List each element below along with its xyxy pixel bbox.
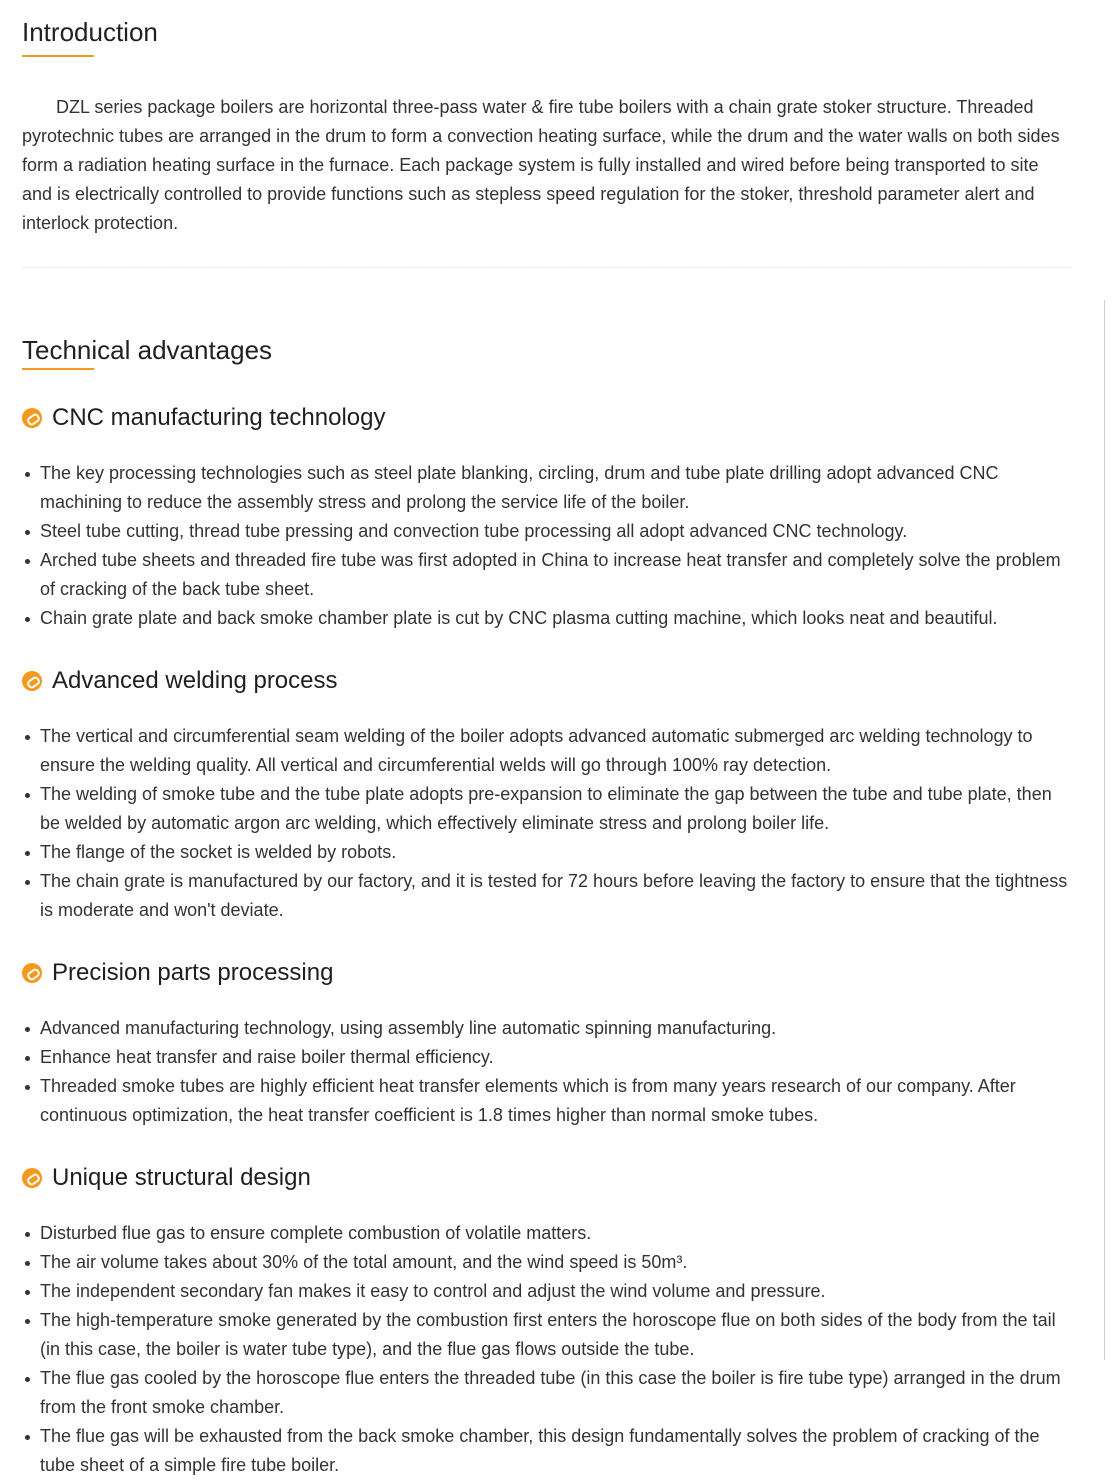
orange-circle-link-icon: [22, 963, 42, 983]
orange-circle-link-icon: [22, 408, 42, 428]
section-precision-list: [22, 1014, 1070, 1130]
list-item: Arched tube sheets and threaded fire tube was first adopted in China to increase heat transfer and completely solve the problem of cracking of the back tube sheet.: [22, 546, 1070, 604]
list-item: The vertical and circumferential seam welding of the boiler adopts advanced automatic submerged arc welding technology to ensure the welding quality. All vertical and circumferential welds will go through 100% ray detection.: [22, 722, 1070, 780]
intro-heading: Introduction: [22, 17, 158, 47]
list-item: Enhance heat transfer and raise boiler thermal efficiency.: [22, 1043, 1070, 1072]
intro-heading-underline: [22, 55, 94, 57]
section-title: Advanced welding process: [52, 667, 338, 694]
list-item: The high-temperature smoke generated by the combustion first enters the horoscope flue on both sides of the body from the tail (in this case, the boiler is water tube type), and the flue gas flows outside the tube.: [22, 1306, 1070, 1364]
orange-circle-link-icon: [22, 1168, 42, 1188]
list-item: Threaded smoke tubes are highly efficient heat transfer elements which is from many years research of our company. After continuous optimization, the heat transfer coefficient is 1.8 times higher than normal smoke tubes.: [22, 1072, 1070, 1130]
section-title: CNC manufacturing technology: [52, 404, 386, 431]
section-structural-header: [22, 1162, 311, 1194]
list-item: The chain grate is manufactured by our factory, and it is tested for 72 hours before leaving the factory to ensure that the tightness is moderate and won't deviate.: [22, 867, 1070, 925]
list-item: Chain grate plate and back smoke chamber plate is cut by CNC plasma cutting machine, which looks neat and beautiful.: [22, 604, 1070, 633]
list-item: The air volume takes about 30% of the total amount, and the wind speed is 50m³.: [22, 1248, 1070, 1277]
section-title: Precision parts processing: [52, 959, 334, 986]
list-item: Steel tube cutting, thread tube pressing and convection tube processing all adopt advanced CNC technology.: [22, 517, 1070, 546]
scroll-edge-line: [1104, 300, 1105, 1360]
intro-paragraph: DZL series package boilers are horizontal three-pass water & fire tube boilers with a chain grate stoker structure. Threaded pyrotechnic tubes are arranged in the drum to form a convection heating surface, while the drum and the water walls on both sides form a radiation heating surface in the furnace. Each package system is fully installed and wired before being transported to site and is electrically controlled to provide functions such as stepless speed regulation for the stoker, threshold parameter alert and interlock protection.: [22, 97, 1060, 233]
list-item: Advanced manufacturing technology, using assembly line automatic spinning manufacturing.: [22, 1014, 1070, 1043]
section-cnc-header: [22, 402, 386, 434]
section-precision-header: [22, 957, 333, 989]
list-item: The independent secondary fan makes it easy to control and adjust the wind volume and pressure.: [22, 1277, 1070, 1306]
list-item: The flue gas cooled by the horoscope flue enters the threaded tube (in this case the boiler is fire tube type) arranged in the drum from the front smoke chamber.: [22, 1364, 1070, 1422]
orange-circle-link-icon: [22, 671, 42, 691]
section-welding-header: [22, 665, 338, 697]
advantages-heading: Technical advantages: [22, 335, 273, 365]
list-item: The flange of the socket is welded by robots.: [22, 838, 1070, 867]
list-item: The flue gas will be exhausted from the back smoke chamber, this design fundamentally solves the problem of cracking of the tube sheet of a simple fire tube boiler.: [22, 1422, 1070, 1480]
section-divider: [22, 267, 1070, 268]
list-item: Disturbed flue gas to ensure complete combustion of volatile matters.: [22, 1219, 1070, 1248]
section-structural-list: [22, 1219, 1070, 1480]
list-item: The welding of smoke tube and the tube plate adopts pre-expansion to eliminate the gap between the tube and tube plate, then be welded by automatic argon arc welding, which effectively eliminate stress and prolong boiler life.: [22, 780, 1070, 838]
advantages-heading-underline: [22, 368, 94, 370]
section-cnc-list: [22, 459, 1070, 633]
section-welding-list: [22, 722, 1070, 925]
list-item: The key processing technologies such as steel plate blanking, circling, drum and tube plate drilling adopt advanced CNC machining to reduce the assembly stress and prolong the service life of the boiler.: [22, 459, 1070, 517]
section-title: Unique structural design: [52, 1164, 311, 1191]
